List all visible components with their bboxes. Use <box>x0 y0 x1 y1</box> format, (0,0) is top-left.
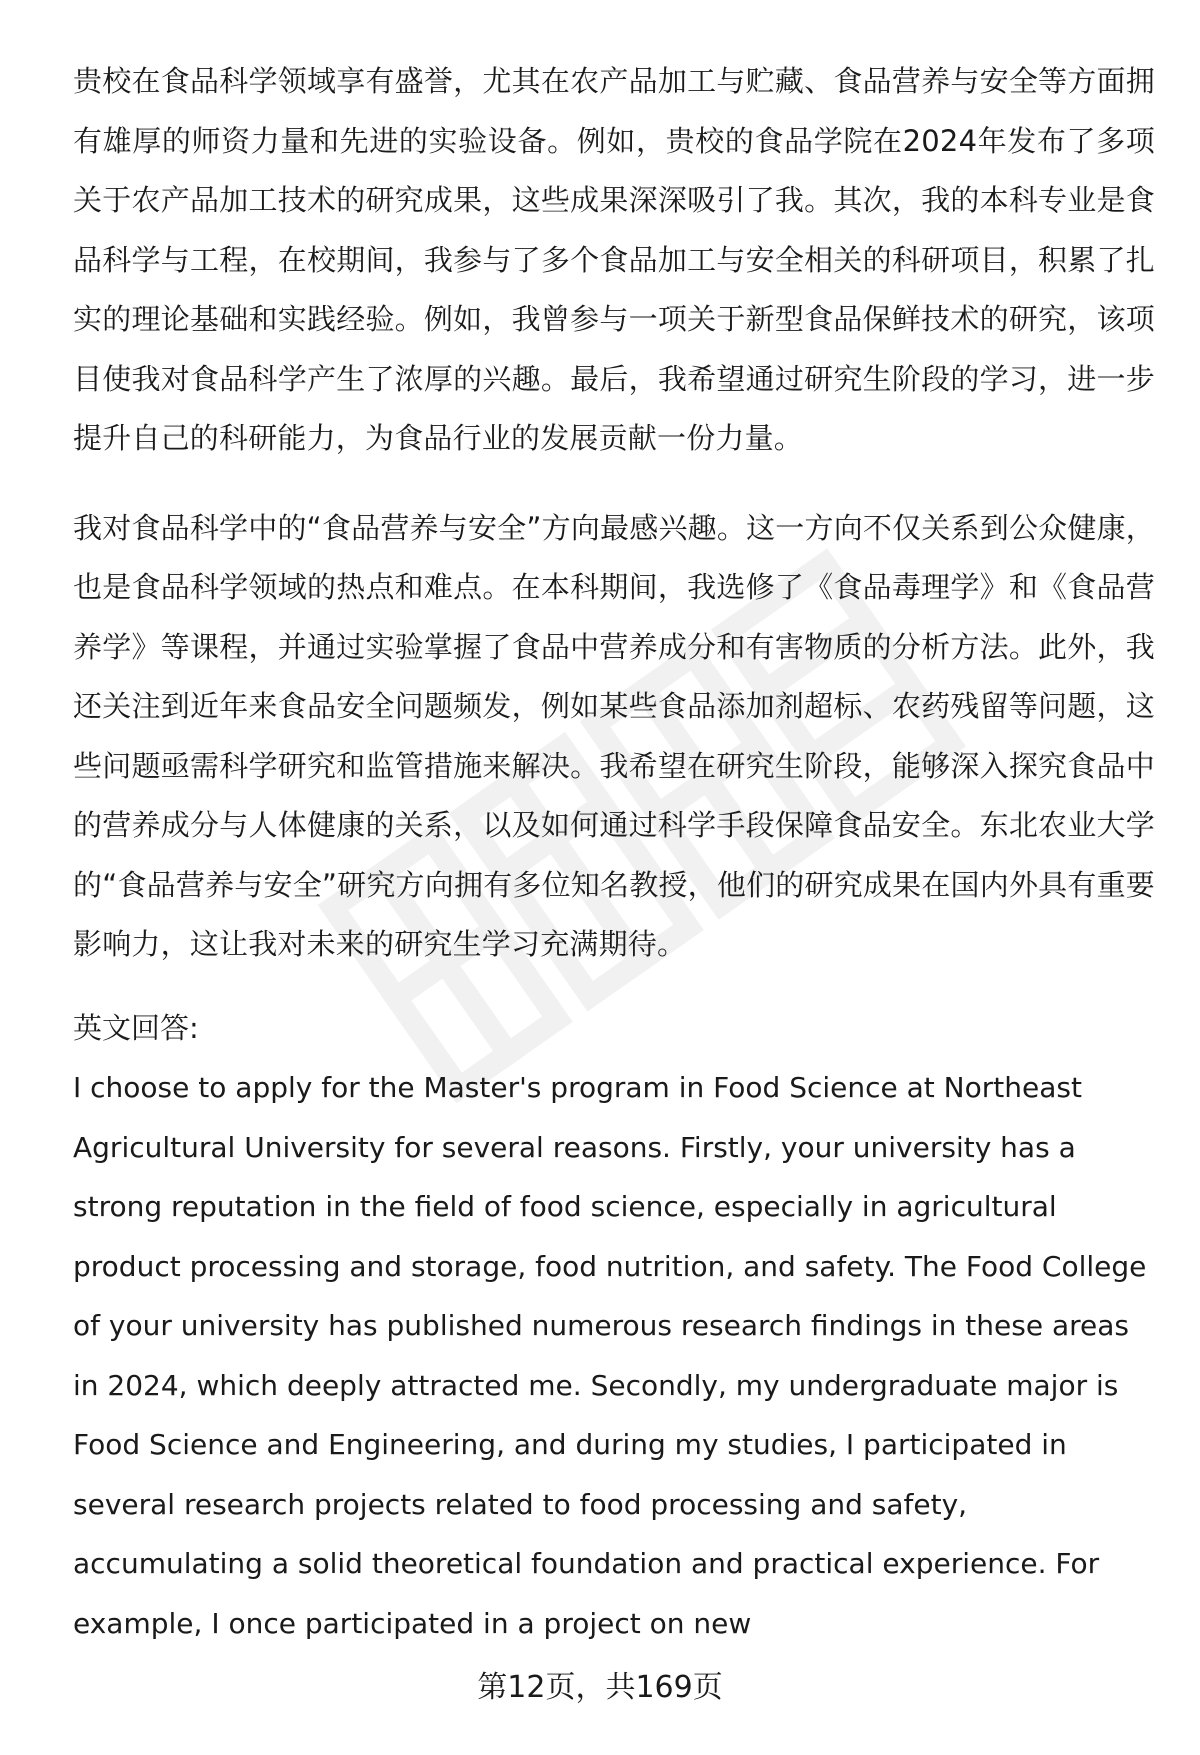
paragraph-reasons-zh: 贵校在食品科学领域享有盛誉，尤其在农产品加工与贮藏、食品营养与安全等方面拥有雄厚的师资力量和先进的实验设备。例如，贵校的食品学院在2024年发布了多项关于农产品加工技术的研究成果，这些成果深深吸引了我。其次，我的本科专业是食品科学与工程，在校期间，我参与了多个食品加工与安全相关的科研项目，积累了扎实的理论基础和实践经验。例如，我曾参与一项关于新型食品保鲜技术的研究，该项目使我对食品科学产生了浓厚的兴趣。最后，我希望通过研究生阶段的学习，进一步提升自己的科研能力，为食品行业的发展贡献一份力量。 <box>73 64 1155 455</box>
page-number: 第12页，共169页 <box>477 1670 723 1705</box>
english-answer-label: 英文回答: <box>73 1010 199 1045</box>
paragraph-reasons-en: I choose to apply for the Master's program in Food Science at Northeast Agricultural University for several reasons. Firstly, your university has a strong reputation in the field of food science, especially in agricultural product processing and storage, food nutrition, and safety. The Food College of your university has published numerous research findings in these areas in 2024, which deeply attracted me. Secondly, my undergraduate major is Food Science and Engineering, and during my studies, I participated in several research projects related to food processing and safety, accumulating a solid theoretical foundation and practical experience. For example, I once participated in a project on new <box>73 1071 1147 1640</box>
paragraph-interest-zh: 我对食品科学中的“食品营养与安全”方向最感兴趣。这一方向不仅关系到公众健康，也是食品科学领域的热点和难点。在本科期间，我选修了《食品毒理学》和《食品营养学》等课程，并通过实验掌握了食品中营养成分和有害物质的分析方法。此外，我还关注到近年来食品安全问题频发，例如某些食品添加剂超标、农药残留等问题，这些问题亟需科学研究和监管措施来解决。我希望在研究生阶段，能够深入探究食品中的营养成分与人体健康的关系，以及如何通过科学手段保障食品安全。东北农业大学的“食品营养与安全”研究方向拥有多位知名教授，他们的研究成果在国内外具有重要影响力，这让我对未来的研究生学习充满期待。 <box>73 510 1155 961</box>
document-body <box>73 52 1155 1653</box>
